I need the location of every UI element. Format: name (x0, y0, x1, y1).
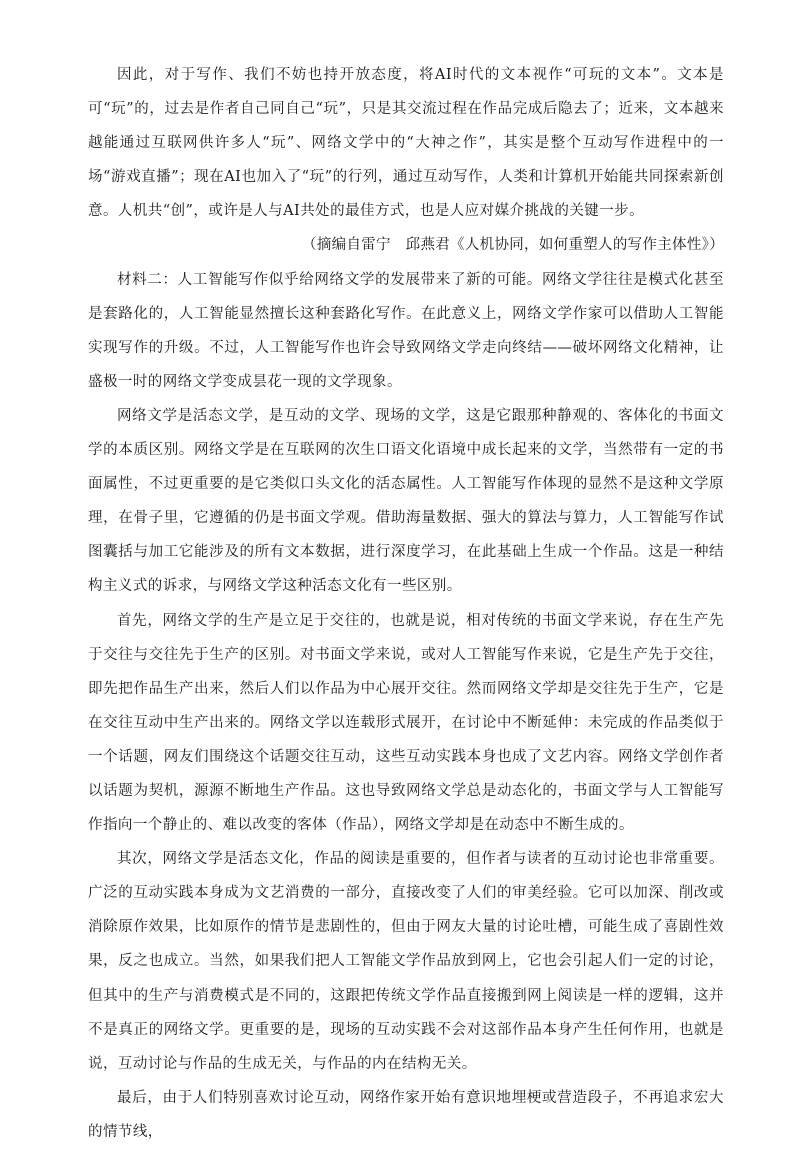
paragraph-5: 其次，网络文学是活态文化，作品的阅读是重要的，但作者与读者的互动讨论也非常重要。广泛的互动实践本身成为文艺消费的一部分，直接改变了人们的审美经验。它可以加深、削改或消除原作效果，比如原作的情节是悲剧性的，但由于网友大量的讨论吐槽，可能生成了喜剧性效果，反之也成立。当然，如果我们把人工智能文学作品放到网上，它也会引起人们一定的讨论，但其中的生产与消费模式是不同的，这跟把传统文学作品直接搬到网上阅读是一样的逻辑，这并不是真正的网络文学。更重要的是，现场的互动实践不会对这部作品本身产生任何作用，也就是说，互动讨论与作品的生成无关，与作品的内在结构无关。 (88, 851, 724, 1072)
paragraph-4: 首先，网络文学的生产是立足于交往的，也就是说，相对传统的书面文学来说，存在生产先于交往与交往先于生产的区别。对书面文学来说，或对人工智能写作来说，它是生产先于交往，即先把作品生产出来，然后人们以作品为中心展开交往。然而网络文学却是交往先于生产，它是在交往互动中生产出来的。网络文学以连载形式展开，在讨论中不断延伸：未完成的作品类似于一个话题，网友们围绕这个话题交往互动，这些互动实践本身也成了文艺内容。网络文学创作者以话题为契机，源源不断地生产作品。这也导致网络文学总是动态化的，书面文学与人工智能写作指向一个静止的、难以改变的客体（作品），网络文学却是在动态中不断生成的。 (88, 612, 724, 834)
paragraph-1: 因此，对于写作、我们不妨也持开放态度，将AI时代的文本视作“可玩的文本”。文本是可“玩”的，过去是作者自己同自己“玩”，只是其交流过程在作品完成后隐去了；近来，文本越来越能通过互联网供许多人“玩”、网络文学中的“大神之作”，其实是整个互动写作进程中的一场“游戏直播”；现在AI也加入了“玩”的行列，通过互动写作，人类和计算机开始能共同探索新创意。人机共“创”，或许是人与AI共处的最佳方式，也是人应对媒介挑战的关键一步。 (88, 67, 724, 220)
paragraph-6: 最后，由于人们特别喜欢讨论互动，网络作家开始有意识地埋梗或营造段子，不再追求宏大的情节线， (88, 1089, 724, 1140)
paragraph-2: 材料二：人工智能写作似乎给网络文学的发展带来了新的可能。网络文学往往是模式化甚至是套路化的，人工智能显然擅长这种套路化写作。在此意义上，网络文学作家可以借助人工智能实现写作的升级。不过，人工智能写作也许会导致网络文学走向终结——破坏网络文化精神，让盛极一时的网络文学变成昙花一现的文学现象。 (88, 271, 724, 390)
source-citation: （摘编自雷宁 邱燕君《人机协同，如何重塑人的写作主体性》） (302, 237, 724, 254)
document-page (88, 58, 724, 1149)
paragraph-3: 网络文学是活态文学，是互动的文学、现场的文学，这是它跟那种静观的、客体化的书面文学的本质区别。网络文学是在互联网的次生口语文化语境中成长起来的文学，当然带有一定的书面属性，不过更重要的是它类似口头文化的活态属性。人工智能写作体现的显然不是这种文学原理，在骨子里，它遵循的仍是书面文学观。借助海量数据、强大的算法与算力，人工智能写作试图囊括与加工它能涉及的所有文本数据，进行深度学习，在此基础上生成一个作品。这是一种结构主义式的诉求，与网络文学这种活态文化有一些区别。 (88, 407, 724, 595)
